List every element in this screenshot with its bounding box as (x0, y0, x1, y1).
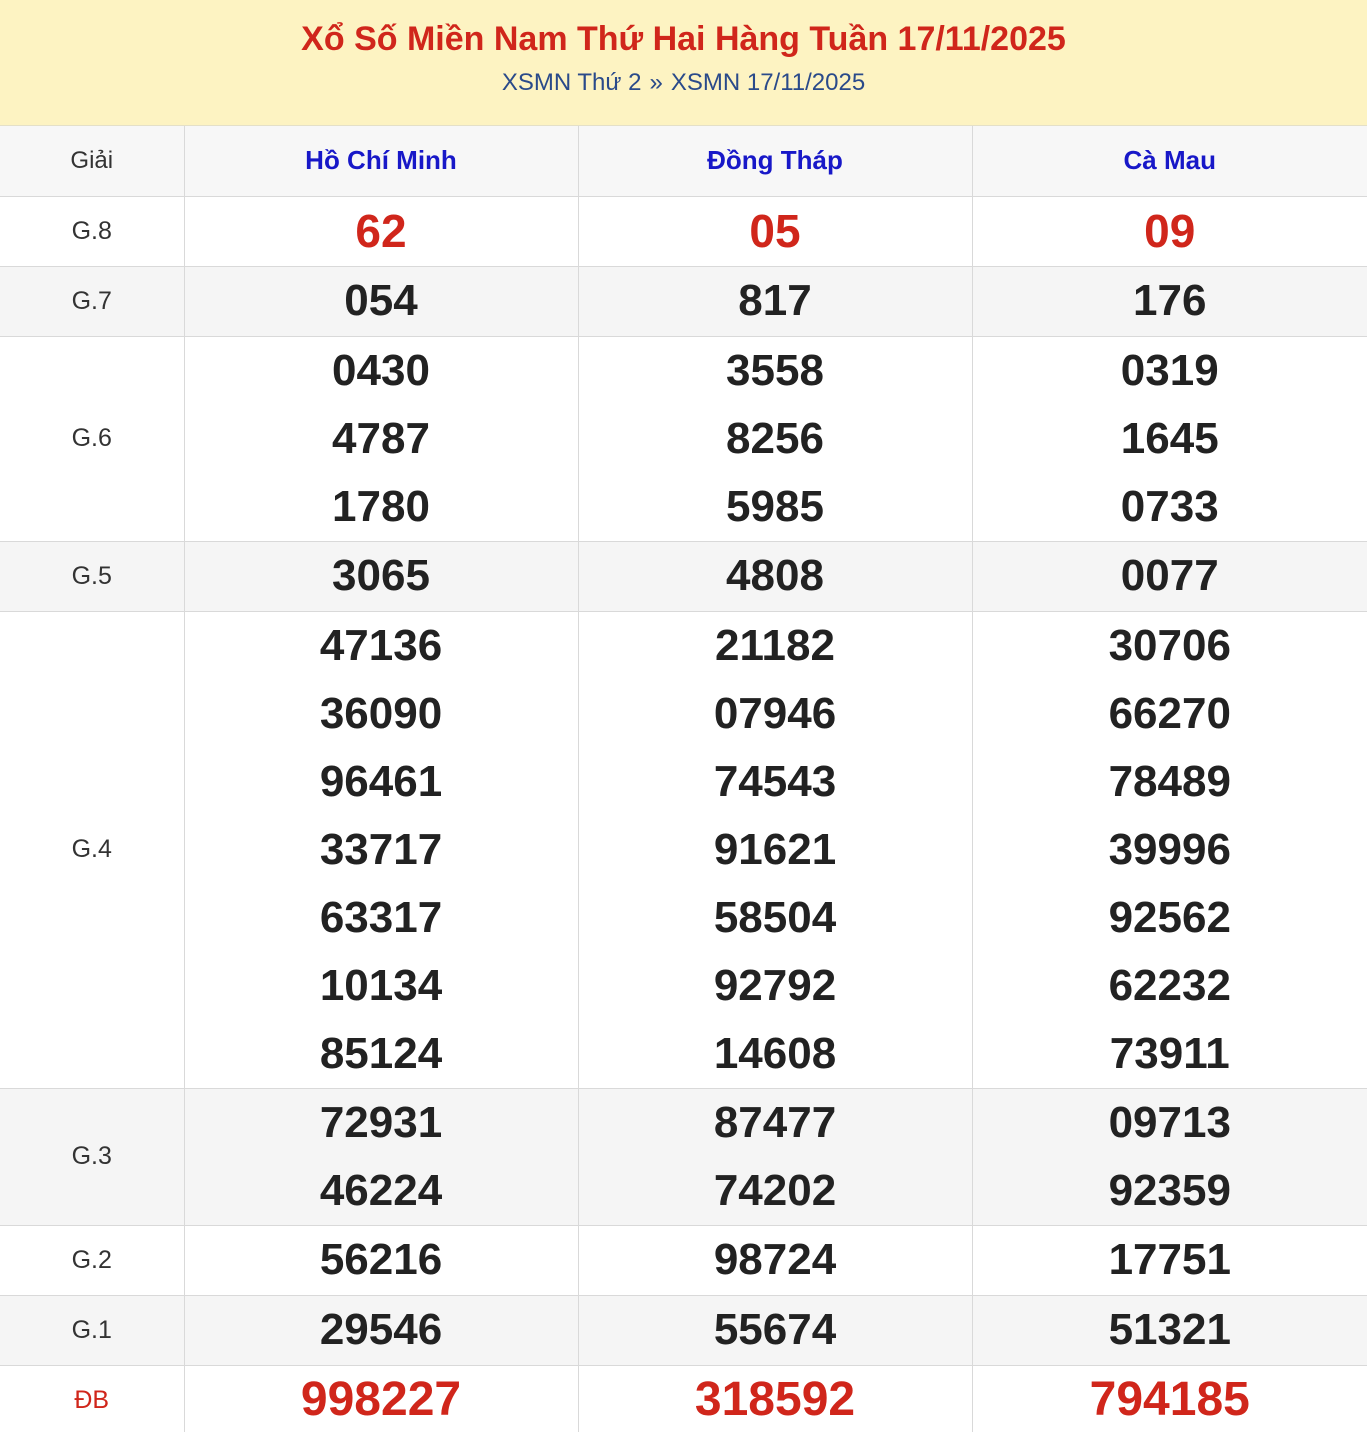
breadcrumb-link-xsmn-thu-2[interactable]: XSMN Thứ 2 (501, 69, 642, 96)
breadcrumb-link-xsmn-date[interactable]: XSMN 17/11/2025 (670, 69, 866, 96)
result-number: 3065 (332, 551, 430, 600)
result-number: 85124 (319, 1028, 443, 1078)
result-cell (578, 541, 972, 611)
result-cell (184, 1088, 578, 1225)
result-number: 92359 (1108, 1165, 1231, 1215)
result-number: 55674 (713, 1305, 837, 1354)
result-cell (184, 196, 578, 266)
prize-label: G.1 (0, 1295, 184, 1365)
breadcrumb-separator: » (649, 69, 663, 96)
result-cell (184, 541, 578, 611)
prize-label: G.6 (0, 336, 184, 541)
prize-column-header: Giải (0, 126, 184, 196)
result-cell (972, 266, 1367, 336)
result-number: 05 (749, 205, 801, 257)
result-number: 30706 (1108, 620, 1231, 670)
result-number: 73911 (1109, 1028, 1230, 1078)
result-number: 5985 (726, 481, 824, 531)
result-number: 0319 (1120, 345, 1219, 395)
province-header-ca-mau[interactable]: Cà Mau (972, 126, 1367, 196)
page-header (0, 0, 1367, 126)
result-number: 51321 (1108, 1305, 1231, 1354)
result-number: 74202 (713, 1165, 837, 1215)
prize-label: G.3 (0, 1088, 184, 1225)
result-number: 0733 (1120, 481, 1219, 531)
result-number: 3558 (726, 345, 824, 395)
result-number: 62232 (1108, 960, 1231, 1010)
result-number: 33717 (319, 824, 443, 874)
table-row-g6 (0, 336, 1367, 541)
result-number: 56216 (319, 1235, 443, 1284)
result-number: 29546 (319, 1305, 443, 1354)
prize-label: G.4 (0, 611, 184, 1088)
page-title: Xổ Số Miền Nam Thứ Hai Hàng Tuần 17/11/2025 (301, 20, 1066, 58)
result-number: 39996 (1108, 824, 1231, 874)
result-number: 8256 (726, 413, 824, 463)
result-number: 47136 (319, 620, 443, 670)
result-number: 92562 (1108, 892, 1231, 942)
result-number: 4787 (332, 413, 430, 463)
result-cell (972, 336, 1367, 541)
table-row-g2 (0, 1225, 1367, 1295)
result-number: 98724 (713, 1235, 837, 1284)
result-number: 817 (738, 276, 812, 325)
table-row-g8 (0, 196, 1367, 266)
result-number: 176 (1133, 276, 1207, 325)
result-number: 66270 (1108, 688, 1231, 738)
table-row-g1 (0, 1295, 1367, 1365)
result-number: 17751 (1108, 1235, 1231, 1284)
result-number: 58504 (713, 892, 837, 942)
prize-label: G.8 (0, 196, 184, 266)
prize-label-special: ĐB (0, 1365, 184, 1432)
result-number: 09713 (1108, 1097, 1231, 1147)
result-number: 1780 (332, 481, 430, 531)
result-cell (578, 1088, 972, 1225)
special-prize-number: 998227 (300, 1373, 462, 1426)
result-number: 0077 (1120, 551, 1219, 600)
special-prize-number: 794185 (1089, 1373, 1250, 1426)
results-table (0, 126, 1367, 1432)
result-cell (578, 196, 972, 266)
result-number: 054 (344, 276, 418, 325)
result-number: 78489 (1108, 756, 1231, 806)
table-row-g3 (0, 1088, 1367, 1225)
result-cell (578, 1365, 972, 1432)
table-row-special (0, 1365, 1367, 1432)
result-cell (972, 196, 1367, 266)
result-cell (184, 336, 578, 541)
province-header-dong-thap[interactable]: Đồng Tháp (578, 126, 972, 196)
result-number: 4808 (726, 551, 824, 600)
result-cell (972, 1225, 1367, 1295)
result-cell (578, 1295, 972, 1365)
result-cell (184, 1225, 578, 1295)
result-cell (578, 1225, 972, 1295)
result-cell (184, 611, 578, 1088)
result-cell (578, 266, 972, 336)
table-row-g7 (0, 266, 1367, 336)
result-number: 09 (1144, 205, 1196, 257)
result-number: 92792 (713, 960, 837, 1010)
result-cell (184, 1295, 578, 1365)
result-number: 72931 (319, 1097, 443, 1147)
special-prize-number: 318592 (694, 1373, 856, 1426)
result-number: 46224 (319, 1165, 443, 1215)
result-number: 62 (355, 205, 407, 257)
result-number: 87477 (713, 1097, 837, 1147)
table-header-row (0, 126, 1367, 196)
table-row-g4 (0, 611, 1367, 1088)
result-number: 36090 (319, 688, 443, 738)
result-number: 96461 (319, 756, 443, 806)
result-cell (972, 541, 1367, 611)
result-number: 07946 (713, 688, 837, 738)
result-cell (184, 1365, 578, 1432)
result-number: 1645 (1120, 413, 1219, 463)
result-cell (578, 611, 972, 1088)
result-number: 91621 (713, 824, 837, 874)
result-number: 10134 (319, 960, 443, 1010)
table-row-g5 (0, 541, 1367, 611)
result-number: 74543 (713, 756, 837, 806)
result-cell (972, 1295, 1367, 1365)
prize-label: G.2 (0, 1225, 184, 1295)
prize-label: G.7 (0, 266, 184, 336)
result-number: 14608 (713, 1028, 837, 1078)
result-cell (578, 336, 972, 541)
result-cell (972, 611, 1367, 1088)
breadcrumb (0, 68, 1367, 98)
result-number: 21182 (715, 620, 835, 670)
province-header-ho-chi-minh[interactable]: Hồ Chí Minh (184, 126, 578, 196)
result-cell (184, 266, 578, 336)
prize-label: G.5 (0, 541, 184, 611)
result-number: 0430 (332, 345, 430, 395)
result-cell (972, 1088, 1367, 1225)
result-number: 63317 (319, 892, 443, 942)
result-cell (972, 1365, 1367, 1432)
